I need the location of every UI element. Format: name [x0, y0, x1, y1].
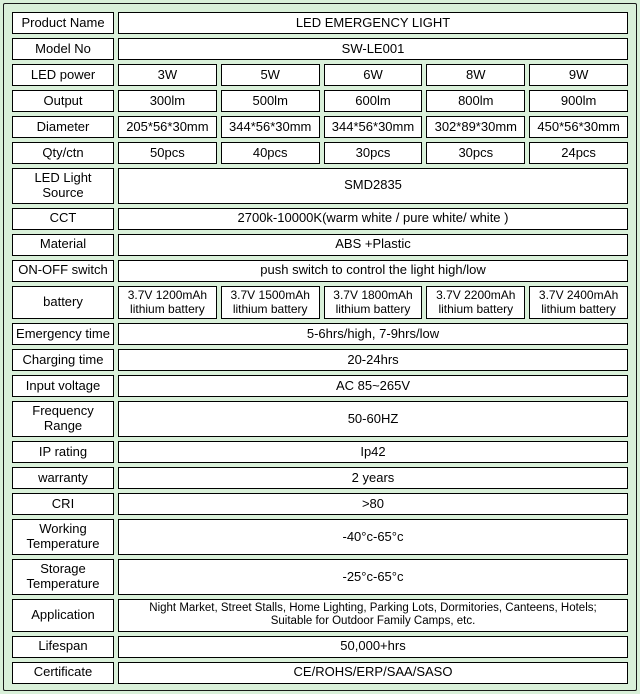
- row-value: 300lm: [118, 90, 217, 112]
- row-value: 800lm: [426, 90, 525, 112]
- row-value: 30pcs: [324, 142, 423, 164]
- table-row: [12, 90, 628, 112]
- table-row: [12, 349, 628, 371]
- table-row: [12, 142, 628, 164]
- spec-table: [8, 8, 632, 688]
- row-label: Application: [12, 599, 114, 631]
- row-value: 900lm: [529, 90, 628, 112]
- row-value: 3.7V 2400mAh lithium battery: [529, 286, 628, 320]
- table-row: [12, 168, 628, 204]
- row-value: SMD2835: [118, 168, 628, 204]
- row-value: LED EMERGENCY LIGHT: [118, 12, 628, 34]
- row-label: IP rating: [12, 441, 114, 463]
- row-value: 3.7V 1800mAh lithium battery: [324, 286, 423, 320]
- row-value: 50pcs: [118, 142, 217, 164]
- table-row: [12, 12, 628, 34]
- row-value: 2 years: [118, 467, 628, 489]
- row-value: push switch to control the light high/low: [118, 260, 628, 282]
- table-row: [12, 401, 628, 437]
- row-label: Product Name: [12, 12, 114, 34]
- row-value: 3.7V 2200mAh lithium battery: [426, 286, 525, 320]
- row-value: Ip42: [118, 441, 628, 463]
- row-label: Output: [12, 90, 114, 112]
- row-value: -25°c-65°c: [118, 559, 628, 595]
- row-value: CE/ROHS/ERP/SAA/SASO: [118, 662, 628, 684]
- table-row: [12, 636, 628, 658]
- row-label: Lifespan: [12, 636, 114, 658]
- row-value: 30pcs: [426, 142, 525, 164]
- table-row: [12, 441, 628, 463]
- row-label: Working Temperature: [12, 519, 114, 555]
- row-label: Input voltage: [12, 375, 114, 397]
- row-label: ON-OFF switch: [12, 260, 114, 282]
- table-row: [12, 559, 628, 595]
- row-label: Charging time: [12, 349, 114, 371]
- row-label: Emergency time: [12, 323, 114, 345]
- row-value: >80: [118, 493, 628, 515]
- row-value: 50-60HZ: [118, 401, 628, 437]
- row-value: ABS +Plastic: [118, 234, 628, 256]
- row-value: 450*56*30mm: [529, 116, 628, 138]
- row-value: 2700k-10000K(warm white / pure white/ white ): [118, 208, 628, 230]
- row-value: -40°c-65°c: [118, 519, 628, 555]
- table-row: [12, 662, 628, 684]
- row-value: 3W: [118, 64, 217, 86]
- row-label: warranty: [12, 467, 114, 489]
- row-value: 344*56*30mm: [324, 116, 423, 138]
- row-value: 600lm: [324, 90, 423, 112]
- row-value: Night Market, Street Stalls, Home Lighting, Parking Lots, Dormitories, Canteens, Hotels; Suitable for Outdoor Family Camps, etc.: [118, 599, 628, 631]
- row-value: 5-6hrs/high, 7-9hrs/low: [118, 323, 628, 345]
- row-value: 3.7V 1500mAh lithium battery: [221, 286, 320, 320]
- row-label: CRI: [12, 493, 114, 515]
- row-label: Certificate: [12, 662, 114, 684]
- row-value: 500lm: [221, 90, 320, 112]
- table-row: [12, 519, 628, 555]
- row-label: LED Light Source: [12, 168, 114, 204]
- row-value: 302*89*30mm: [426, 116, 525, 138]
- row-label: CCT: [12, 208, 114, 230]
- row-value: AC 85~265V: [118, 375, 628, 397]
- row-label: Storage Temperature: [12, 559, 114, 595]
- table-row: [12, 116, 628, 138]
- table-row: [12, 467, 628, 489]
- row-value: 40pcs: [221, 142, 320, 164]
- spec-table-body: [12, 12, 628, 684]
- table-row: [12, 64, 628, 86]
- row-value: 9W: [529, 64, 628, 86]
- table-row: [12, 599, 628, 631]
- table-row: [12, 375, 628, 397]
- row-value: 344*56*30mm: [221, 116, 320, 138]
- row-label: Frequency Range: [12, 401, 114, 437]
- table-row: [12, 323, 628, 345]
- table-row: [12, 286, 628, 320]
- outer-frame: [3, 3, 637, 691]
- row-label: Diameter: [12, 116, 114, 138]
- row-value: 6W: [324, 64, 423, 86]
- row-value: 3.7V 1200mAh lithium battery: [118, 286, 217, 320]
- row-label: Qty/ctn: [12, 142, 114, 164]
- row-value: 24pcs: [529, 142, 628, 164]
- table-row: [12, 38, 628, 60]
- row-value: SW-LE001: [118, 38, 628, 60]
- row-label: LED power: [12, 64, 114, 86]
- table-row: [12, 260, 628, 282]
- row-label: Material: [12, 234, 114, 256]
- row-value: 205*56*30mm: [118, 116, 217, 138]
- table-row: [12, 208, 628, 230]
- table-row: [12, 234, 628, 256]
- row-value: 5W: [221, 64, 320, 86]
- row-value: 20-24hrs: [118, 349, 628, 371]
- table-row: [12, 493, 628, 515]
- row-value: 8W: [426, 64, 525, 86]
- row-value: 50,000+hrs: [118, 636, 628, 658]
- row-label: Model No: [12, 38, 114, 60]
- row-label: battery: [12, 286, 114, 320]
